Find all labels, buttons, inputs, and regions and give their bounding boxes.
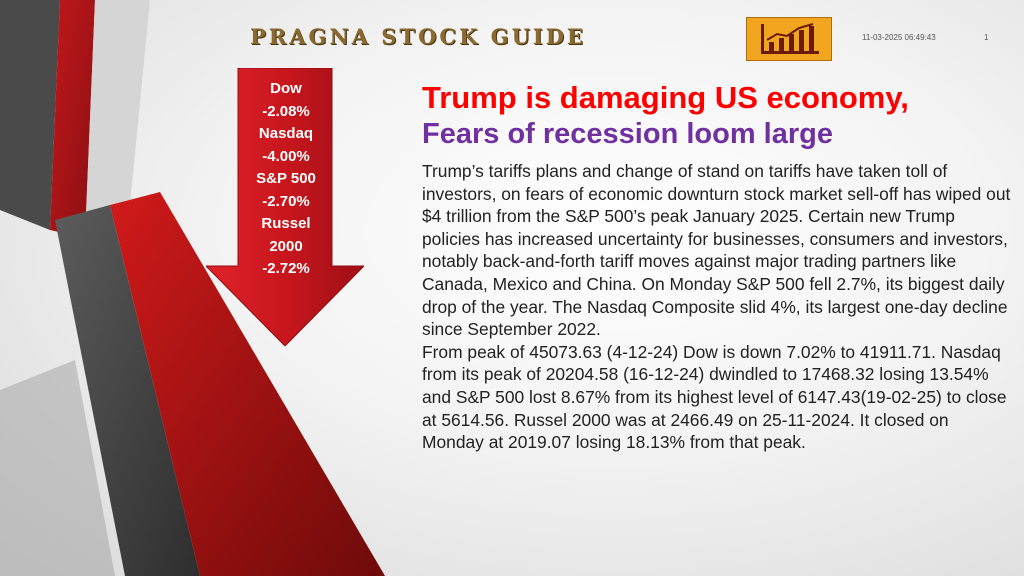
body-paragraph-2: From peak of 45073.63 (4-12-24) Dow is down 7.02% to 41911.71. Nasdaq from its peak of 20204.58 (16-12-24) dwindled to 17468.32 losing 13.54% and S&P 500 lost 8.67% from its highest level of 6147.43(19-02-25) to close at 5614.56. Russel 2000 was at 2466.49 on 25-11-2024. It closed on Monday at 2019.07 losing 18.13% from that peak.	[422, 341, 1007, 453]
arrow-line: Russel	[261, 215, 311, 232]
arrow-line: -2.70%	[262, 192, 310, 210]
arrow-line: S&P 500	[256, 170, 316, 187]
arrow-line: -2.08%	[262, 102, 310, 120]
arrow-line: Dow	[270, 80, 302, 97]
headline-line-1: Trump is damaging US economy,	[422, 80, 909, 115]
headline-line-2: Fears of recession loom large	[422, 118, 833, 150]
arrow-line: -4.00%	[262, 147, 310, 165]
brand-logo	[746, 17, 832, 61]
chart-bars-icon	[747, 18, 831, 60]
brand-title: PRAGNA STOCK GUIDE	[250, 24, 586, 49]
arrow-line: -2.72%	[262, 260, 310, 277]
slide-number: 1	[984, 33, 989, 42]
arrow-line: 2000	[269, 237, 303, 255]
body-paragraph-1: Trump’s tariffs plans and change of stand on tariffs have taken toll of investors, on fears of economic downturn stock market sell-off has wiped out $4 trillion from the S&P 500’s peak January 2025. Certain new Trump policies has increased uncertainty for businesses, consumers and investors, notably back-and-forth tariff moves against major trading partners like Canada, Mexico and China. On Monday S&P 500 fell 2.7%, its biggest daily drop of the year. The Nasdaq Composite slid 4%, its largest one-day decline since September 2022.	[422, 161, 1011, 340]
article-body	[422, 160, 1012, 454]
arrow-line: Nasdaq	[258, 125, 314, 142]
decor-top-dark-band	[0, 0, 60, 230]
index-changes	[240, 78, 332, 281]
slide-timestamp: 11-03-2025 06:49:43	[862, 33, 936, 42]
